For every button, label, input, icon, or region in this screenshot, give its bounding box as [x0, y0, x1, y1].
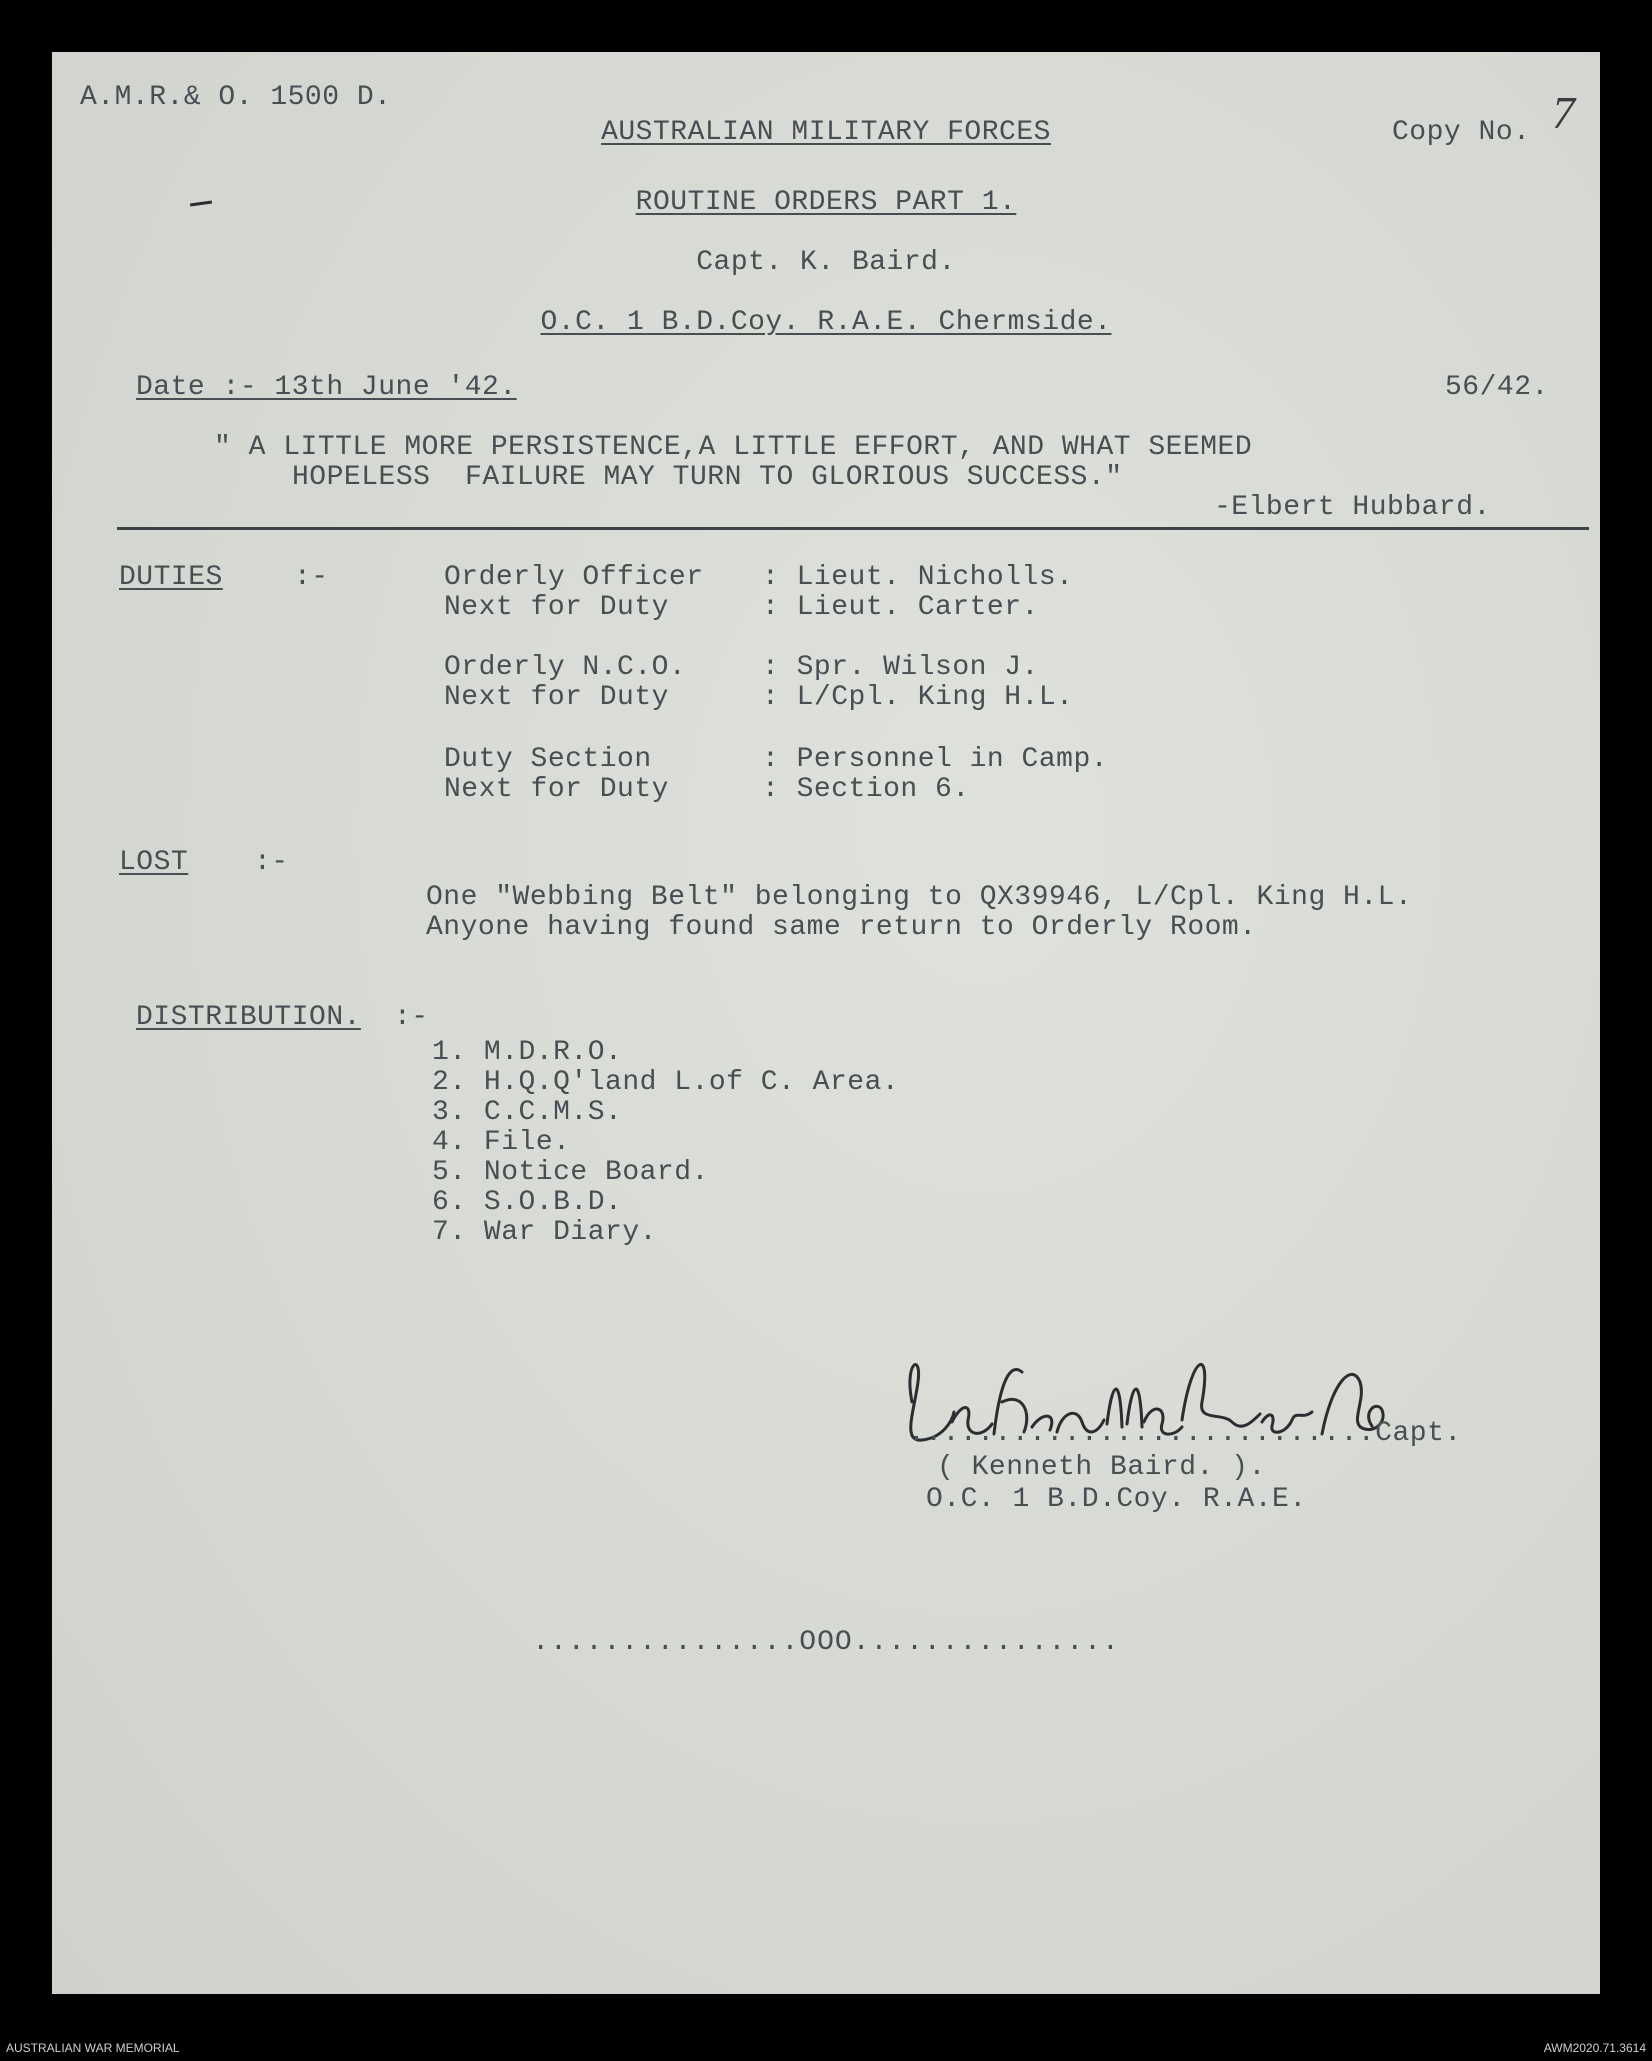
signature-line: ...........................Capt.	[908, 1418, 1462, 1449]
unit-line: O.C. 1 B.D.Coy. R.A.E. Chermside.	[540, 307, 1112, 338]
copy-label: Copy No.	[1392, 117, 1531, 148]
archive-id: AWM2020.71.3614	[1543, 2041, 1646, 2055]
copy-number: 7	[1552, 87, 1576, 138]
duty-value: : L/Cpl. King H.L.	[762, 682, 1074, 713]
lost-heading: LOST	[119, 847, 189, 878]
duty-role: Orderly N.C.O.	[444, 652, 687, 683]
archive-credit: AUSTRALIAN WAR MEMORIAL	[6, 2041, 180, 2055]
distribution-item: 4. File.	[432, 1127, 571, 1158]
distribution-item: 6. S.O.B.D.	[432, 1187, 623, 1218]
document-page	[52, 52, 1600, 1994]
distribution-item: 3. C.C.M.S.	[432, 1097, 623, 1128]
duty-value: : Section 6.	[762, 774, 970, 805]
lost-notice-line-2: Anyone having found same return to Orderly Room.	[426, 912, 1257, 943]
duty-value: : Lieut. Carter.	[762, 592, 1039, 623]
horizontal-rule	[117, 527, 1589, 530]
duty-role: Next for Duty	[444, 682, 669, 713]
distribution-heading: DISTRIBUTION.	[136, 1002, 361, 1033]
order-date: Date :- 13th June '42.	[136, 372, 517, 403]
duties-separator: :-	[294, 562, 329, 593]
duty-value: : Personnel in Camp.	[762, 744, 1109, 775]
reference-code: A.M.R.& O. 1500 D.	[80, 82, 392, 113]
quote-line-1: " A LITTLE MORE PERSISTENCE,A LITTLE EFFORT, AND WHAT SEEMED	[214, 432, 1253, 463]
distribution-item: 2. H.Q.Q'land L.of C. Area.	[432, 1067, 900, 1098]
lost-notice-line-1: One "Webbing Belt" belonging to QX39946, L/Cpl. King H.L.	[426, 882, 1413, 913]
duty-role: Orderly Officer	[444, 562, 704, 593]
distribution-item: 1. M.D.R.O.	[432, 1037, 623, 1068]
orders-subtitle: ROUTINE ORDERS PART 1.	[635, 187, 1017, 218]
end-mark: ...............OOO...............	[532, 1627, 1120, 1658]
duty-value: : Spr. Wilson J.	[762, 652, 1039, 683]
order-number: 56/42.	[1445, 372, 1549, 403]
distribution-separator: :-	[394, 1002, 429, 1033]
signatory-unit: O.C. 1 B.D.Coy. R.A.E.	[926, 1484, 1307, 1515]
document-title: AUSTRALIAN MILITARY FORCES	[601, 117, 1051, 148]
distribution-item: 5. Notice Board.	[432, 1157, 709, 1188]
signatory-name: ( Kenneth Baird. ).	[937, 1452, 1266, 1483]
duty-role: Next for Duty	[444, 592, 669, 623]
quote-author: -Elbert Hubbard.	[1214, 492, 1491, 523]
distribution-item: 7. War Diary.	[432, 1217, 657, 1248]
quote-line-2: HOPELESS FAILURE MAY TURN TO GLORIOUS SUCCESS."	[292, 462, 1123, 493]
lost-separator: :-	[254, 847, 289, 878]
duty-value: : Lieut. Nicholls.	[762, 562, 1074, 593]
duty-role: Next for Duty	[444, 774, 669, 805]
duties-heading: DUTIES	[119, 562, 223, 593]
duty-role: Duty Section	[444, 744, 652, 775]
officer-name: Capt. K. Baird.	[696, 247, 956, 278]
